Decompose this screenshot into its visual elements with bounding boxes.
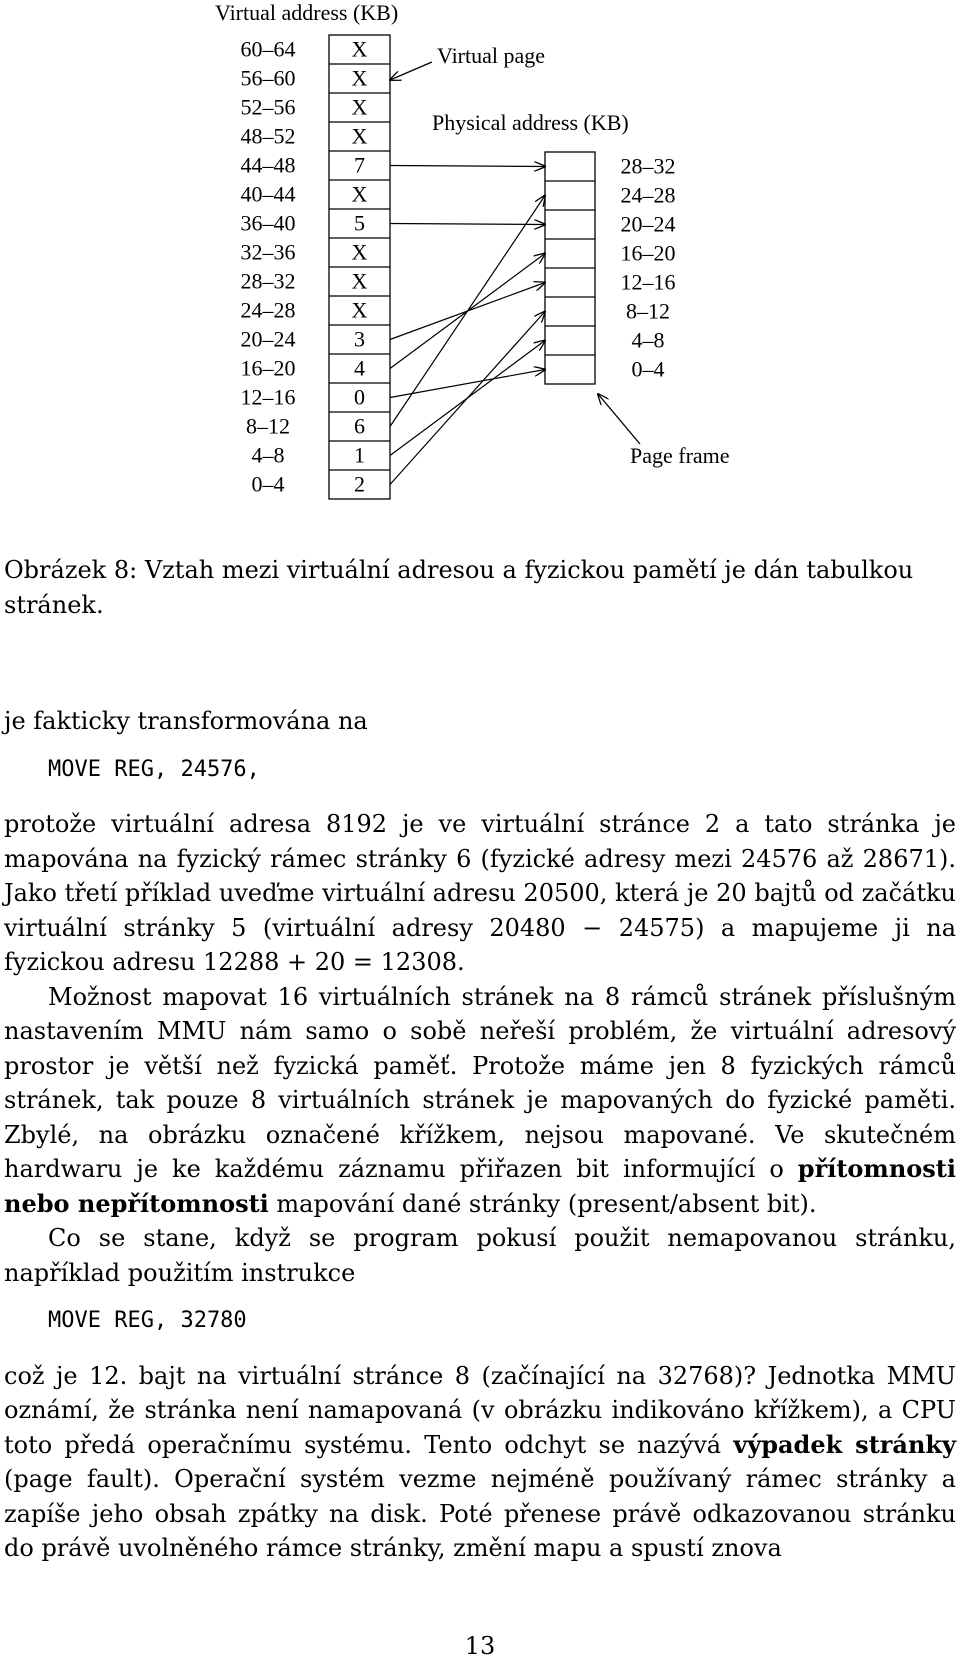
mapping-arrow: [390, 196, 545, 427]
virtual-address-header: Virtual address (KB): [215, 0, 399, 25]
virtual-page-frame-value: X: [351, 181, 368, 207]
code-line-1: MOVE REG, 24576,: [48, 756, 260, 782]
physical-address-range: 16–20: [620, 240, 676, 266]
body-text: [4, 704, 956, 1566]
virtual-address-range: 36–40: [240, 210, 296, 236]
paragraph-3-end: mapování dané stránky (present/absent bit).: [268, 1189, 817, 1218]
physical-address-range: 0–4: [631, 356, 665, 382]
virtual-page-frame-value: 7: [354, 152, 365, 178]
physical-address-range: 24–28: [620, 182, 676, 208]
paragraph-5: [4, 1359, 956, 1566]
virtual-page-frame-value: 1: [354, 442, 365, 468]
virtual-page-frame-value: X: [351, 268, 368, 294]
paragraph-3: [4, 980, 956, 1222]
virtual-page-frame-value: 0: [354, 384, 365, 410]
virtual-address-range: 40–44: [240, 181, 296, 207]
physical-address-range: 28–32: [620, 153, 676, 179]
paragraph-2: protože virtuální adresa 8192 je ve virtuální stránce 2 a tato stránka je mapována na fyzický rámec stránky 6 (fyzické adresy mezi 24576 až 28671). Jako třetí příklad uveďme virtuální adresu 20500, která je 20 bajtů od začátku virtuální stránky 5 (virtuální adresy 20480 − 24575) a mapujeme ji na fyzickou adresu 12288 + 20 = 12308.: [4, 810, 956, 976]
paragraph-1: je fakticky transformována na: [4, 707, 368, 735]
virtual-address-range: 32–36: [240, 239, 296, 265]
paragraph-3-bold: přítomnosti nebo nepřítomnosti: [4, 1154, 956, 1218]
physical-address-range: 4–8: [631, 327, 665, 353]
virtual-page-frame-value: 5: [354, 210, 365, 236]
virtual-page-frame-value: X: [351, 239, 368, 265]
virtual-address-range: 4–8: [251, 442, 285, 468]
virtual-page-frame-value: 3: [354, 326, 365, 352]
figure-caption: Obrázek 8: Vztah mezi virtuální adresou a fyzickou pamětí je dán tabulkou stránek.: [4, 556, 914, 619]
virtual-page-frame-value: X: [351, 65, 368, 91]
paragraph-5-end: (page fault). Operační systém vezme nejméně používaný rámec stránky a zapíše jeho obsah zpátky na disk. Poté přenese právě odkazovanou stránku do právě uvolněného rámce stránky, změní mapu a spustí znova: [4, 1465, 956, 1562]
virtual-page-frame-value: X: [351, 297, 368, 323]
code-line-2: MOVE REG, 32780: [48, 1308, 247, 1333]
virtual-address-range: 16–20: [240, 355, 296, 381]
virtual-address-range: 0–4: [251, 471, 285, 497]
paragraph-5-start: což je 12. bajt na virtuální stránce 8 (začínající na 32768)? Jednotka MMU oznámí, že stránka není namapovaná (v obrázku indikováno křížkem), a CPU toto předá operačnímu systému. Tento odchyt se nazývá: [4, 1361, 956, 1459]
page-frame-pointer-arrow: [598, 394, 640, 444]
virtual-page-label: Virtual page: [437, 43, 546, 68]
virtual-page-table: [241, 35, 391, 499]
virtual-page-pointer-arrow: [390, 62, 432, 80]
virtual-address-range: 8–12: [246, 413, 290, 439]
page-number: 13: [464, 1632, 496, 1660]
physical-address-range: 12–16: [620, 269, 676, 295]
virtual-page-frame-value: 6: [354, 413, 365, 439]
virtual-page-frame-value: 2: [354, 471, 365, 497]
physical-address-header: Physical address (KB): [432, 110, 629, 135]
virtual-address-range: 52–56: [240, 94, 296, 120]
physical-memory-table: [545, 152, 676, 384]
page-frame-label: Page frame: [630, 443, 730, 468]
virtual-page-frame-value: X: [351, 36, 368, 62]
paragraph-3-start: Možnost mapovat 16 virtuálních stránek na 8 rámců stránek příslušným nastavením MMU nám samo o sobě neřeší problém, že virtuální adresový prostor je větší než fyzická paměť. Protože máme jen 8 fyzických rámců stránek, tak pouze 8 virtuálních stránek je mapovaných do fyzické paměti. Zbylé, na obrázku označené křížkem, nejsou mapované. Ve skutečném hardwaru je ke každému záznamu přiřazen bit informující o: [4, 982, 956, 1183]
mapping-arrow: [390, 166, 545, 167]
virtual-address-range: 12–16: [240, 384, 296, 410]
mapping-arrow: [390, 224, 545, 225]
mapping-arrow: [390, 370, 545, 398]
virtual-page-frame-value: X: [351, 123, 368, 149]
virtual-address-range: 48–52: [240, 123, 296, 149]
page-table-diagram: [0, 0, 960, 500]
mapping-arrow: [390, 312, 545, 485]
virtual-address-range: 60–64: [240, 36, 296, 62]
virtual-address-range: 56–60: [240, 65, 296, 91]
virtual-address-range: 44–48: [240, 152, 296, 178]
virtual-address-range: 20–24: [240, 326, 296, 352]
virtual-address-range: 24–28: [240, 297, 296, 323]
physical-address-range: 8–12: [626, 298, 670, 324]
virtual-page-frame-value: X: [351, 94, 368, 120]
physical-address-range: 20–24: [620, 211, 676, 237]
mapping-arrows: [390, 166, 545, 485]
virtual-page-frame-value: 4: [354, 355, 365, 381]
virtual-address-range: 28–32: [240, 268, 296, 294]
paragraph-4: Co se stane, když se program pokusí použit nemapovanou stránku, například použitím instrukce: [4, 1224, 956, 1287]
paragraph-5-bold: výpadek stránky: [733, 1429, 956, 1459]
